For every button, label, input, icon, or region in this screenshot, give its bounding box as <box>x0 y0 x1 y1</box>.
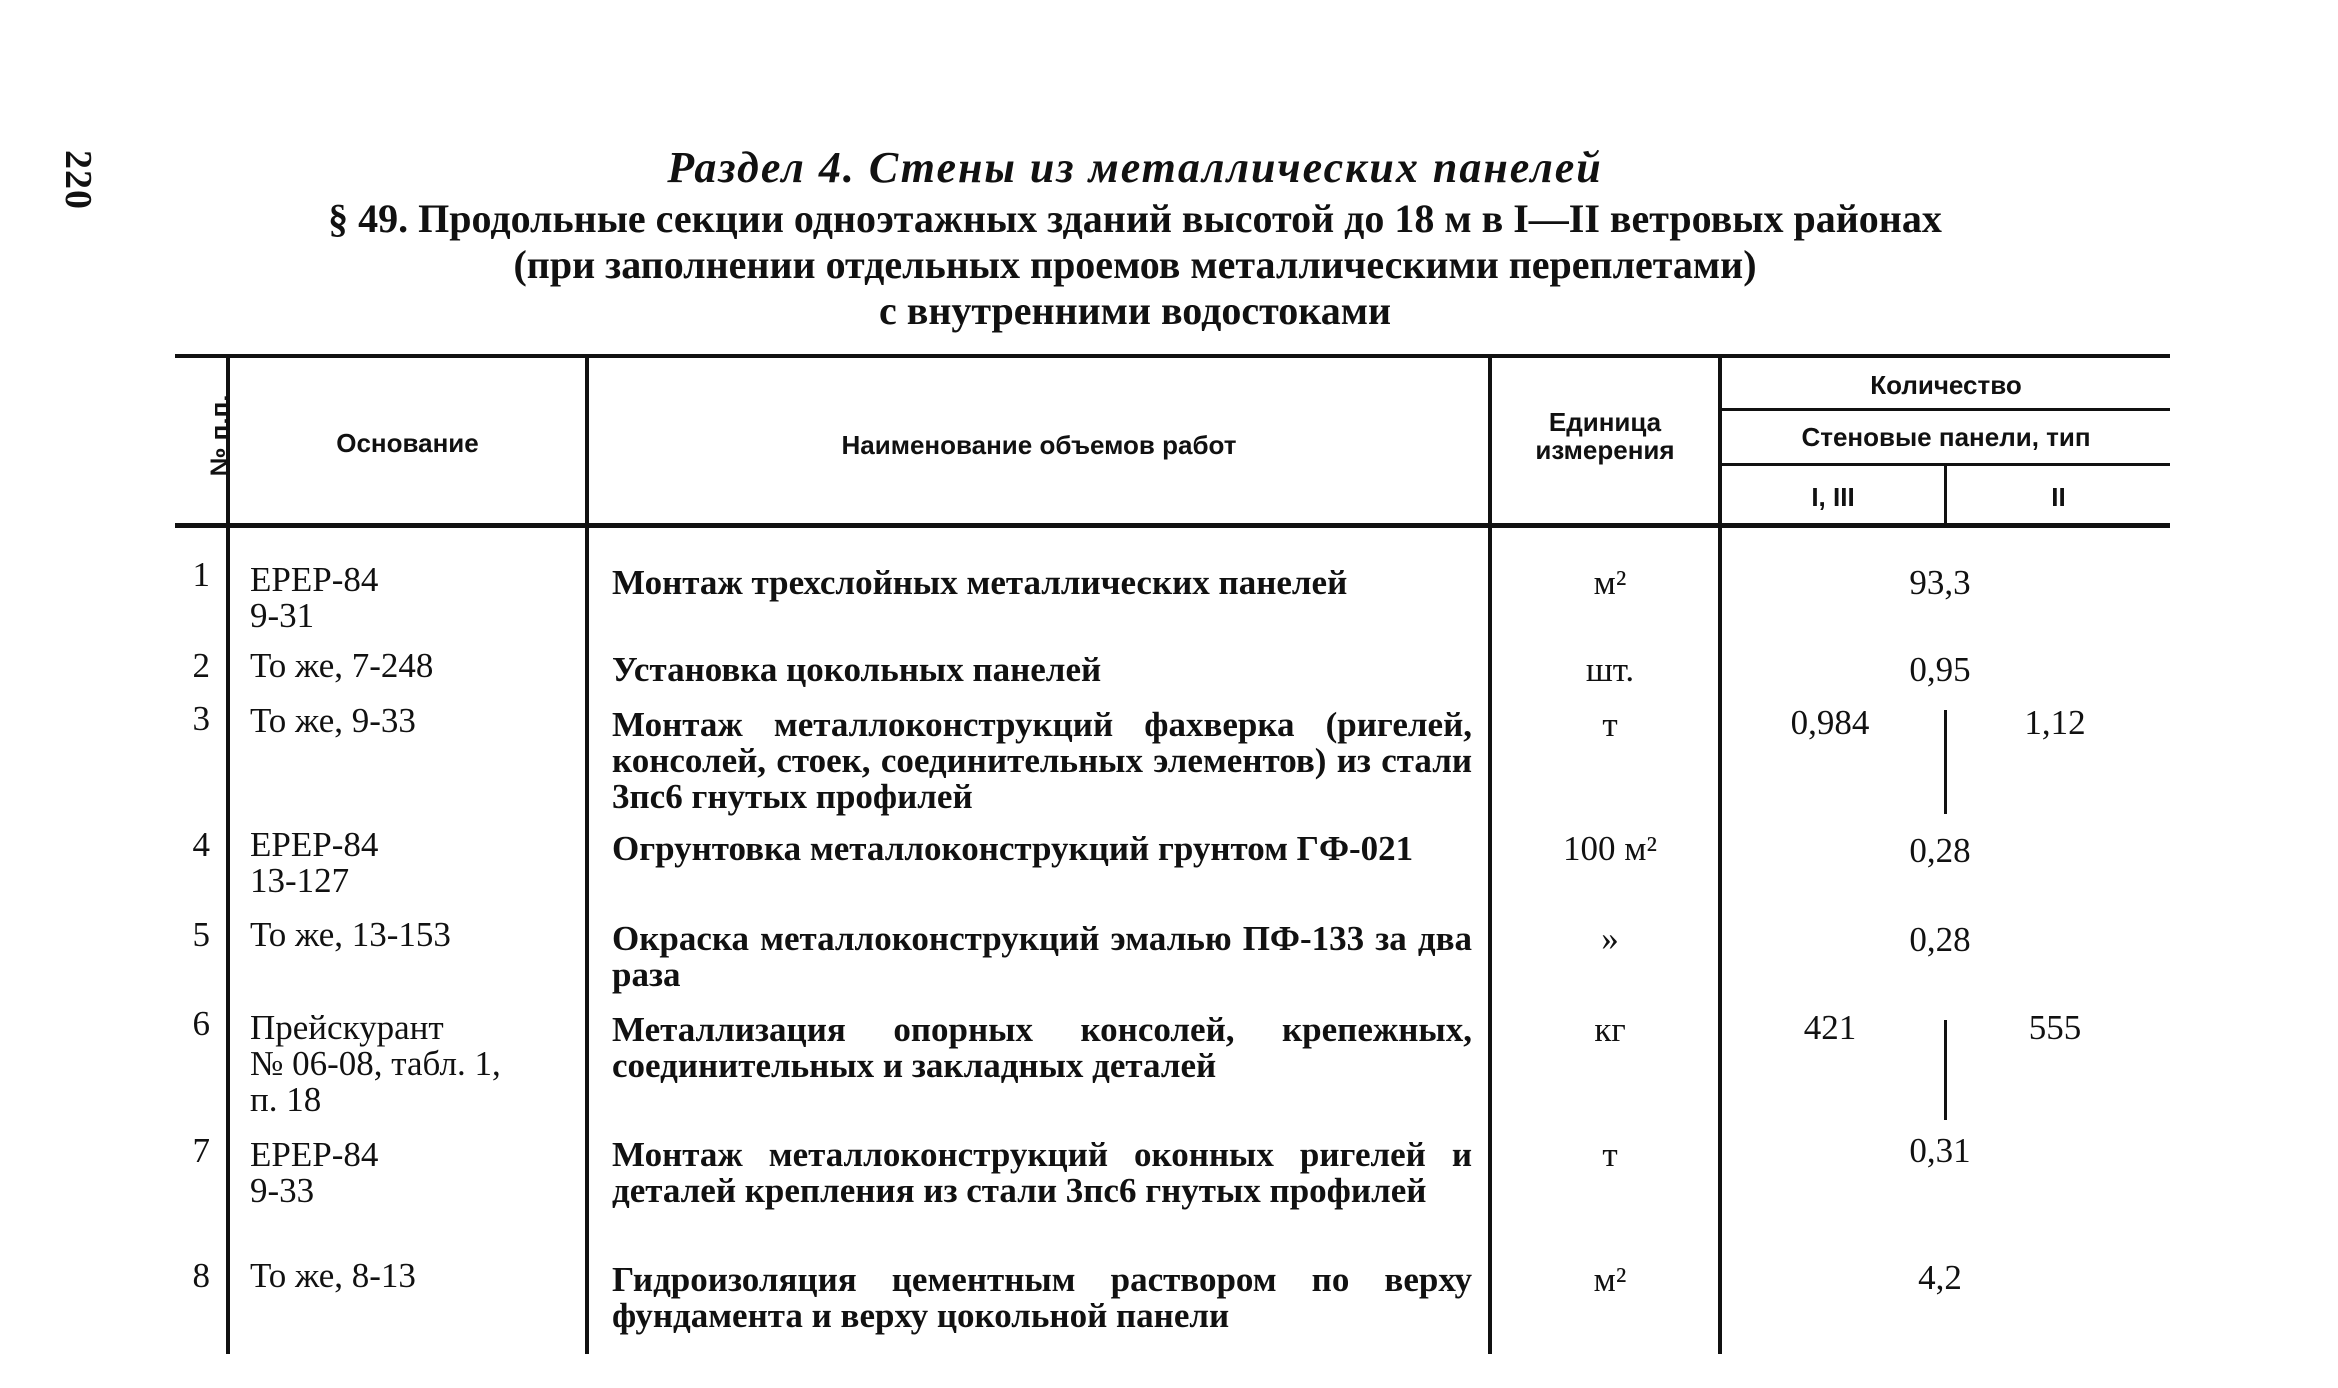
row-6-basis-line3: п. 18 <box>250 1080 322 1119</box>
row-7-basis <box>250 1137 580 1209</box>
row-4-basis <box>250 827 580 899</box>
row-4-basis-line2: 13-127 <box>250 861 350 900</box>
subtitle-line-2: с внутренними водостоками <box>879 288 1391 333</box>
row-5-qty: 0,28 <box>1909 920 1971 959</box>
header-panels: Стеновые панели, тип <box>1801 422 2091 452</box>
header-type-a: I, III <box>1811 482 1855 512</box>
header-work: Наименование объемов работ <box>841 430 1237 460</box>
row-1-basis <box>250 562 580 634</box>
row-2-num: 2 <box>192 646 210 685</box>
row-1-unit: м² <box>1593 563 1627 602</box>
row-6-qty-type-b: 555 <box>2028 1008 2082 1047</box>
row-3-qty-type-a: 0,984 <box>1790 703 1870 742</box>
row-8-basis: То же, 8-13 <box>250 1256 416 1295</box>
header-unit <box>1492 408 1718 464</box>
row-2-unit: шт. <box>1585 650 1635 689</box>
row-1-work: Монтаж трехслойных металлических панелей <box>612 563 1348 602</box>
row-5-unit: » <box>1601 919 1619 958</box>
row-7-unit: т <box>1602 1135 1618 1174</box>
document-header <box>170 140 2100 334</box>
header-type-b: II <box>2051 482 2066 512</box>
header-bottom-rule <box>175 523 2170 528</box>
row-6-basis <box>250 1010 580 1118</box>
row-6-basis-line2: № 06-08, табл. 1, <box>250 1044 501 1083</box>
row-4-work: Огрунтовка металлоконструкций грунтом ГФ-021 <box>612 829 1414 868</box>
row-4-basis-line1: ЕРЕР-84 <box>250 825 379 864</box>
header-num: № п.п. <box>204 394 235 477</box>
row-1-basis-line1: ЕРЕР-84 <box>250 560 379 599</box>
row-7-work: Монтаж металлоконструкций оконных ригелей и деталей крепления из стали 3пс6 гнутых профилей <box>612 1135 1472 1210</box>
quantity-rule <box>1720 408 2170 411</box>
row-7-num: 7 <box>192 1131 210 1170</box>
row-4-unit: 100 м² <box>1563 829 1657 868</box>
row-6-basis-line1: Прейскурант <box>250 1008 444 1047</box>
paragraph-title: § 49. Продольные секции одноэтажных зданий высотой до 18 м в I—II ветровых районах <box>328 196 1942 241</box>
row-7-basis-line1: ЕРЕР-84 <box>250 1135 379 1174</box>
row-6-work: Металлизация опорных консолей, крепежных, соединительных и закладных деталей <box>612 1010 1472 1085</box>
row-8-work: Гидроизоляция цементным раствором по верху фундамента и верху цокольной панели <box>612 1260 1472 1335</box>
row-3-work: Монтаж металлоконструкций фахверка (ригелей, консолей, стоек, соединительных элементов) из стали 3пс6 гнутых профилей <box>612 705 1472 816</box>
row-5-basis: То же, 13-153 <box>250 915 451 954</box>
row-3-basis: То же, 9-33 <box>250 701 416 740</box>
row-5-num: 5 <box>192 915 210 954</box>
row-8-unit: м² <box>1593 1260 1627 1299</box>
row-7-qty: 0,31 <box>1909 1131 1971 1170</box>
row-4-qty: 0,28 <box>1909 831 1971 870</box>
col-divider-1 <box>226 354 230 1354</box>
page-number: 220 <box>57 150 99 210</box>
row-8-qty: 4,2 <box>1918 1258 1962 1297</box>
row-1-basis-line2: 9-31 <box>250 596 315 635</box>
row-7-basis-line2: 9-33 <box>250 1171 315 1210</box>
header-quantity: Количество <box>1870 370 2022 400</box>
header-unit-line1: Единица <box>1548 407 1662 437</box>
header-basis: Основание <box>336 428 479 458</box>
col-divider-2 <box>585 354 589 1354</box>
row-1-num: 1 <box>192 555 210 594</box>
row-3-num: 3 <box>192 699 210 738</box>
row-6-qty-type-a: 421 <box>1803 1008 1857 1047</box>
row-1-qty: 93,3 <box>1909 563 1971 602</box>
subtitle-line-1: (при заполнении отдельных проемов металлическими переплетами) <box>513 242 1757 287</box>
row-3-unit: т <box>1602 705 1618 744</box>
row-5-work: Окраска металлоконструкций эмалью ПФ-133 за два раза <box>612 919 1472 994</box>
row-6-unit: кг <box>1594 1010 1626 1049</box>
row-4-num: 4 <box>192 825 210 864</box>
section-title: Раздел 4. Стены из металлических панелей <box>667 143 1603 192</box>
row-8-num: 8 <box>192 1256 210 1295</box>
row-6-num: 6 <box>192 1004 210 1043</box>
row-2-work: Установка цокольных панелей <box>612 650 1102 689</box>
header-unit-line2: измерения <box>1535 435 1675 465</box>
row-3-qty-type-b: 1,12 <box>2024 703 2086 742</box>
table-top-rule <box>175 354 2170 358</box>
row-2-qty: 0,95 <box>1909 650 1971 689</box>
row-2-basis: То же, 7-248 <box>250 646 434 685</box>
